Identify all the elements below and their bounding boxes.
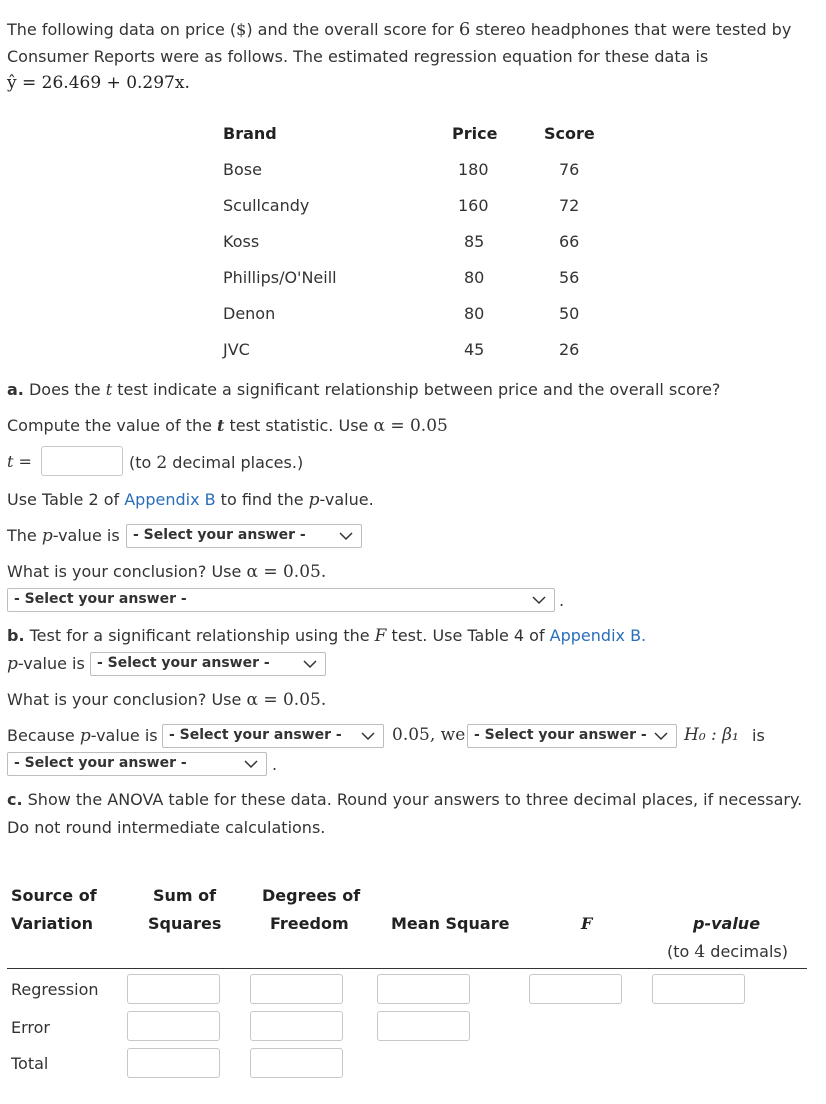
row-label-error: Error xyxy=(11,1018,50,1037)
reject-select[interactable]: - Select your answer - xyxy=(467,724,677,748)
part-a-question: a. Does the t test indicate a significant relationship between price and the overall score? xyxy=(7,380,721,399)
period: . xyxy=(559,591,565,610)
is-label: is xyxy=(752,726,765,745)
row-brand: Denon xyxy=(223,304,276,323)
regression-pvalue-input[interactable] xyxy=(652,974,745,1004)
use-table-2: Use Table 2 of Appendix B to find the p-value. xyxy=(7,490,374,510)
total-ss-input[interactable] xyxy=(127,1048,220,1078)
header-f: F xyxy=(581,914,593,933)
total-df-input[interactable] xyxy=(250,1048,343,1078)
header-price: Price xyxy=(452,124,498,143)
error-ms-input[interactable] xyxy=(377,1011,470,1041)
row-label-regression: Regression xyxy=(11,980,99,999)
row-price: 80 xyxy=(464,268,485,287)
header-pvalue: p-value xyxy=(693,914,761,933)
part-a-compute: Compute the value of the t test statistic. Use α = 0.05 xyxy=(7,416,448,436)
row-price: 45 xyxy=(464,340,485,359)
appendix-b-link[interactable]: Appendix B. xyxy=(549,626,647,645)
header-ms: Mean Square xyxy=(391,914,510,933)
conclusion-b-question: What is your conclusion? Use α = 0.05. xyxy=(7,690,327,710)
row-label-total: Total xyxy=(11,1054,49,1073)
header-source-2: Variation xyxy=(11,914,93,933)
comparison-select[interactable]: - Select your answer - xyxy=(162,724,384,748)
p-value-label: The p-value is xyxy=(7,526,120,546)
row-brand: JVC xyxy=(223,340,250,359)
intro-line-1: The following data on price ($) and the overall score for 6 stereo headphones that were tested by xyxy=(7,19,792,40)
chevron-down-icon xyxy=(339,529,353,543)
conclusion-a-question: What is your conclusion? Use α = 0.05. xyxy=(7,562,327,582)
row-price: 80 xyxy=(464,304,485,323)
intro-line-2: Consumer Reports were as follows. The estimated regression equation for these data is xyxy=(7,47,709,66)
error-ss-input[interactable] xyxy=(127,1011,220,1041)
t-label: t = xyxy=(7,452,32,471)
header-ss-2: Squares xyxy=(148,914,222,933)
header-pvalue-hint: (to 4 decimals) xyxy=(667,942,788,962)
header-brand: Brand xyxy=(223,124,277,143)
header-df-1: Degrees of xyxy=(262,886,361,905)
h0-label: H₀ : β₁ xyxy=(684,725,739,745)
chevron-down-icon xyxy=(244,757,258,771)
chevron-down-icon xyxy=(654,729,668,743)
row-brand: Koss xyxy=(223,232,260,251)
regression-equation: ŷ = 26.469 + 0.297x. xyxy=(7,73,190,93)
row-price: 180 xyxy=(458,160,489,179)
regression-ms-input[interactable] xyxy=(377,974,470,1004)
chevron-down-icon xyxy=(532,593,546,607)
row-brand: Bose xyxy=(223,160,262,179)
significance-select[interactable]: - Select your answer - xyxy=(7,752,267,776)
chevron-down-icon xyxy=(303,657,317,671)
regression-ss-input[interactable] xyxy=(127,974,220,1004)
part-c-question: c. Show the ANOVA table for these data. Round your answers to three decimal places, if necessary. xyxy=(7,790,803,809)
part-c-note: Do not round intermediate calculations. xyxy=(7,818,326,837)
regression-df-input[interactable] xyxy=(250,974,343,1004)
header-source-1: Source of xyxy=(11,886,97,905)
because-label: Because p-value is xyxy=(7,726,158,746)
period: . xyxy=(272,755,278,774)
p-value-label-b: p-value is xyxy=(7,654,85,674)
header-ss-1: Sum of xyxy=(153,886,217,905)
row-score: 50 xyxy=(559,304,580,323)
error-df-input[interactable] xyxy=(250,1011,343,1041)
row-brand: Phillips/O'Neill xyxy=(223,268,337,287)
appendix-b-link[interactable]: Appendix B xyxy=(124,490,216,509)
header-score: Score xyxy=(544,124,595,143)
t-hint: (to 2 decimal places.) xyxy=(129,453,304,473)
regression-f-input[interactable] xyxy=(529,974,622,1004)
conclusion-select-a[interactable]: - Select your answer - xyxy=(7,588,555,612)
p-value-select-b[interactable]: - Select your answer - xyxy=(90,652,326,676)
alpha-value-text: 0.05, we xyxy=(392,725,466,745)
part-b-question: b. Test for a significant relationship using the F test. Use Table 4 of Appendix B. xyxy=(7,626,647,646)
chevron-down-icon xyxy=(361,729,375,743)
row-score: 56 xyxy=(559,268,580,287)
row-score: 72 xyxy=(559,196,580,215)
row-score: 76 xyxy=(559,160,580,179)
row-score: 26 xyxy=(559,340,580,359)
t-statistic-input[interactable] xyxy=(41,446,123,476)
header-df-2: Freedom xyxy=(270,914,349,933)
table-divider xyxy=(7,968,807,969)
row-brand: Scullcandy xyxy=(223,196,310,215)
row-price: 160 xyxy=(458,196,489,215)
row-price: 85 xyxy=(464,232,485,251)
p-value-select-a[interactable]: - Select your answer - xyxy=(126,524,362,548)
row-score: 66 xyxy=(559,232,580,251)
